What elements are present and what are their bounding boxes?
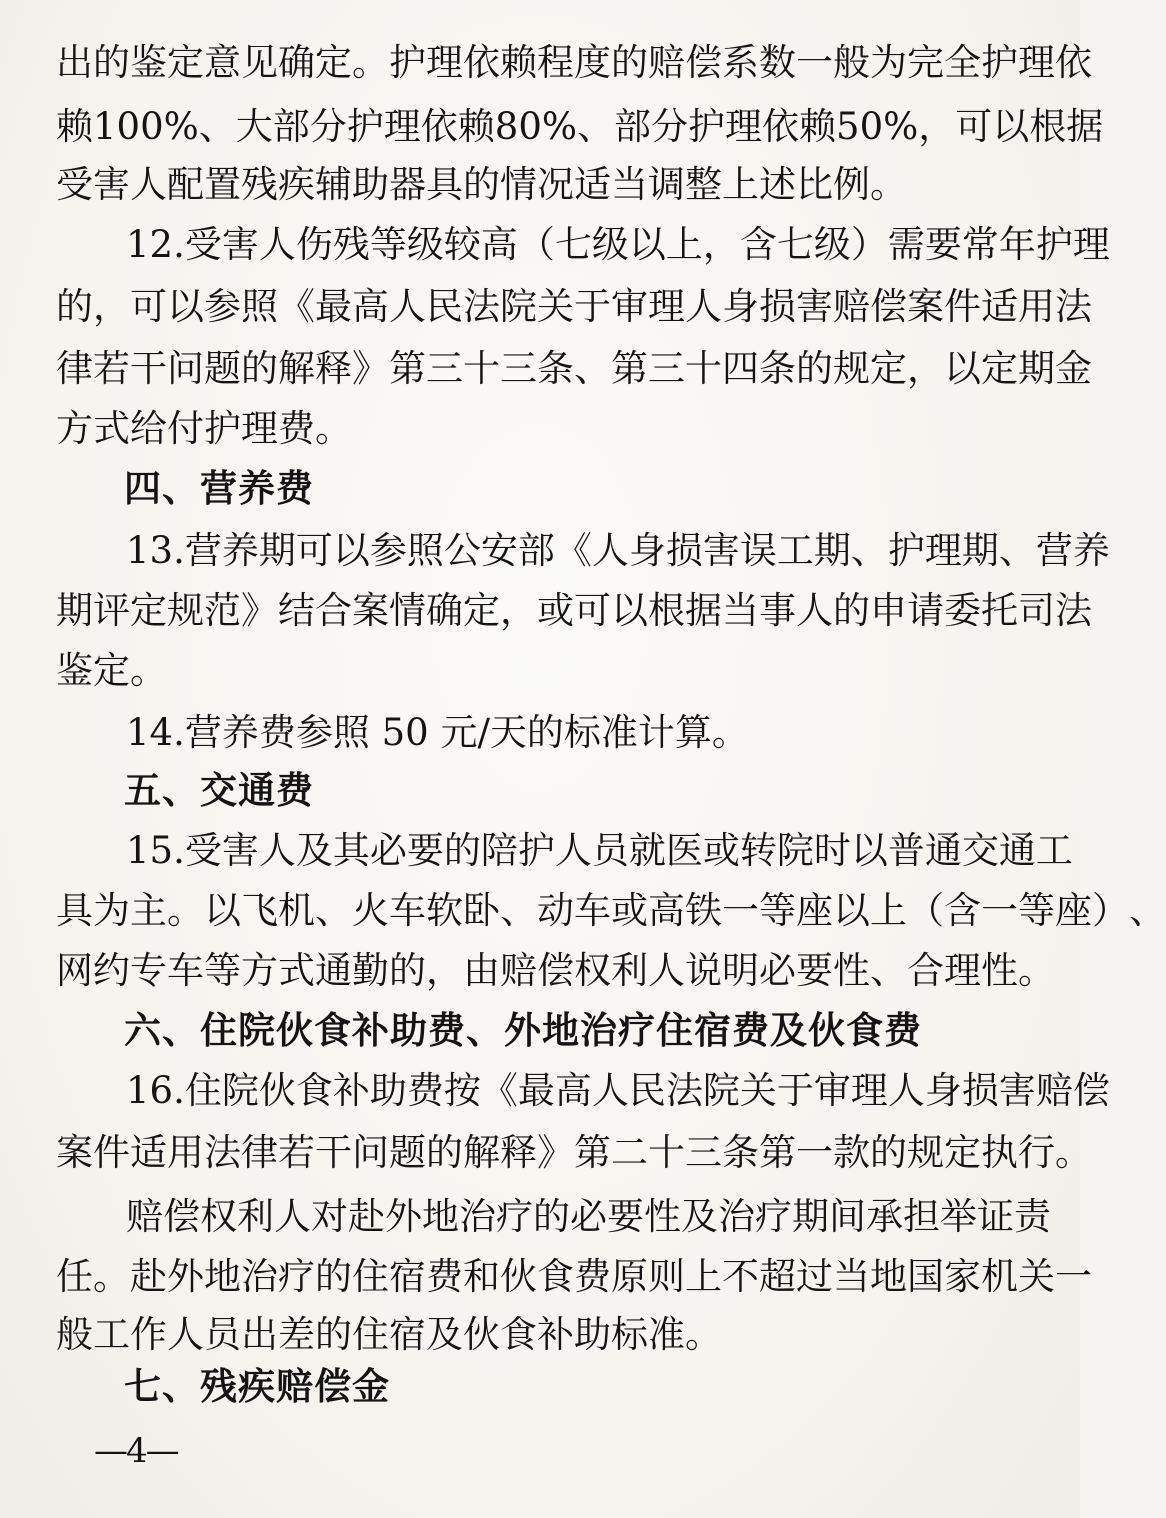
text-line: 具 为 主 。 以 飞 机 、 火 车 软 卧 、 动 车 或 高 铁 一 等 座 以 上 （ 含 一 等 座 ） 、 [56, 889, 1166, 932]
text-line: 16. 住 院 伙 食 补 助 费 按 《 最 高 人 民 法 院 关 于 审 理 人 身 损 害 赔 偿 [126, 1069, 1110, 1112]
text-line: 案 件 适 用 法 律 若 干 问 题 的 解 释 》 第 二 十 三 条 第 一 款 的 规 定 执 行 。 [56, 1131, 1092, 1174]
text-line: 期 评 定 规 范 》 结 合 案 情 确 定 ， 或 可 以 根 据 当 事 人 的 申 请 委 托 司 法 [56, 589, 1092, 632]
text-line: 15. 受 害 人 及 其 必 要 的 陪 护 人 员 就 医 或 转 院 时 以 普 通 交 通 工 [126, 829, 1073, 872]
text-line: 般工作人员出差的住宿及伙食补助标准。 [56, 1313, 722, 1356]
text-line: 赖 100% 、 大 部 分 护 理 依 赖 80% 、 部 分 护 理 依 赖 50% ， 可 以 根 据 [56, 105, 1104, 148]
text-line: 网约专车等方式通勤的，由赔偿权利人说明必要性、合理性。 [56, 949, 1055, 992]
page-number: —4— [94, 1431, 178, 1471]
text-line: 赔 偿 权 利 人 对 赴 外 地 治 疗 的 必 要 性 及 治 疗 期 间 承 担 举 证 责 [126, 1195, 1051, 1238]
text-line: 任 。 赴 外 地 治 疗 的 住 宿 费 和 伙 食 费 原 则 上 不 超 过 当 地 国 家 机 关 一 [56, 1255, 1092, 1298]
text-line: 方式给付护理费。 [56, 407, 352, 450]
text-line: 律 若 干 问 题 的 解 释 》 第 三 十 三 条 、 第 三 十 四 条 的 规 定 ， 以 定 期 金 [56, 347, 1092, 390]
text-line: 出 的 鉴 定 意 见 确 定 。 护 理 依 赖 程 度 的 赔 偿 系 数 一 般 为 完 全 护 理 依 [56, 41, 1092, 84]
text-line: 受害人配置残疾辅助器具的情况适当调整上述比例。 [56, 163, 907, 206]
section-heading: 四、营养费 [124, 467, 314, 510]
section-heading: 七、残疾赔偿金 [124, 1365, 390, 1408]
text-line: 13. 营 养 期 可 以 参 照 公 安 部 《 人 身 损 害 误 工 期 、 护 理 期 、 营 养 [126, 529, 1110, 572]
text-line: 的 ， 可 以 参 照 《 最 高 人 民 法 院 关 于 审 理 人 身 损 害 赔 偿 案 件 适 用 法 [56, 285, 1092, 328]
text-line: 12. 受 害 人 伤 残 等 级 较 高 （ 七 级 以 上 ， 含 七 级 ） 需 要 常 年 护 理 [126, 223, 1110, 266]
section-heading: 六、住院伙食补助费、外地治疗住宿费及伙食费 [124, 1009, 922, 1052]
section-heading: 五、交通费 [124, 769, 314, 812]
text-line: 14.营养费参照 50 元/天的标准计算。 [126, 711, 749, 754]
text-line: 鉴定。 [56, 649, 167, 692]
